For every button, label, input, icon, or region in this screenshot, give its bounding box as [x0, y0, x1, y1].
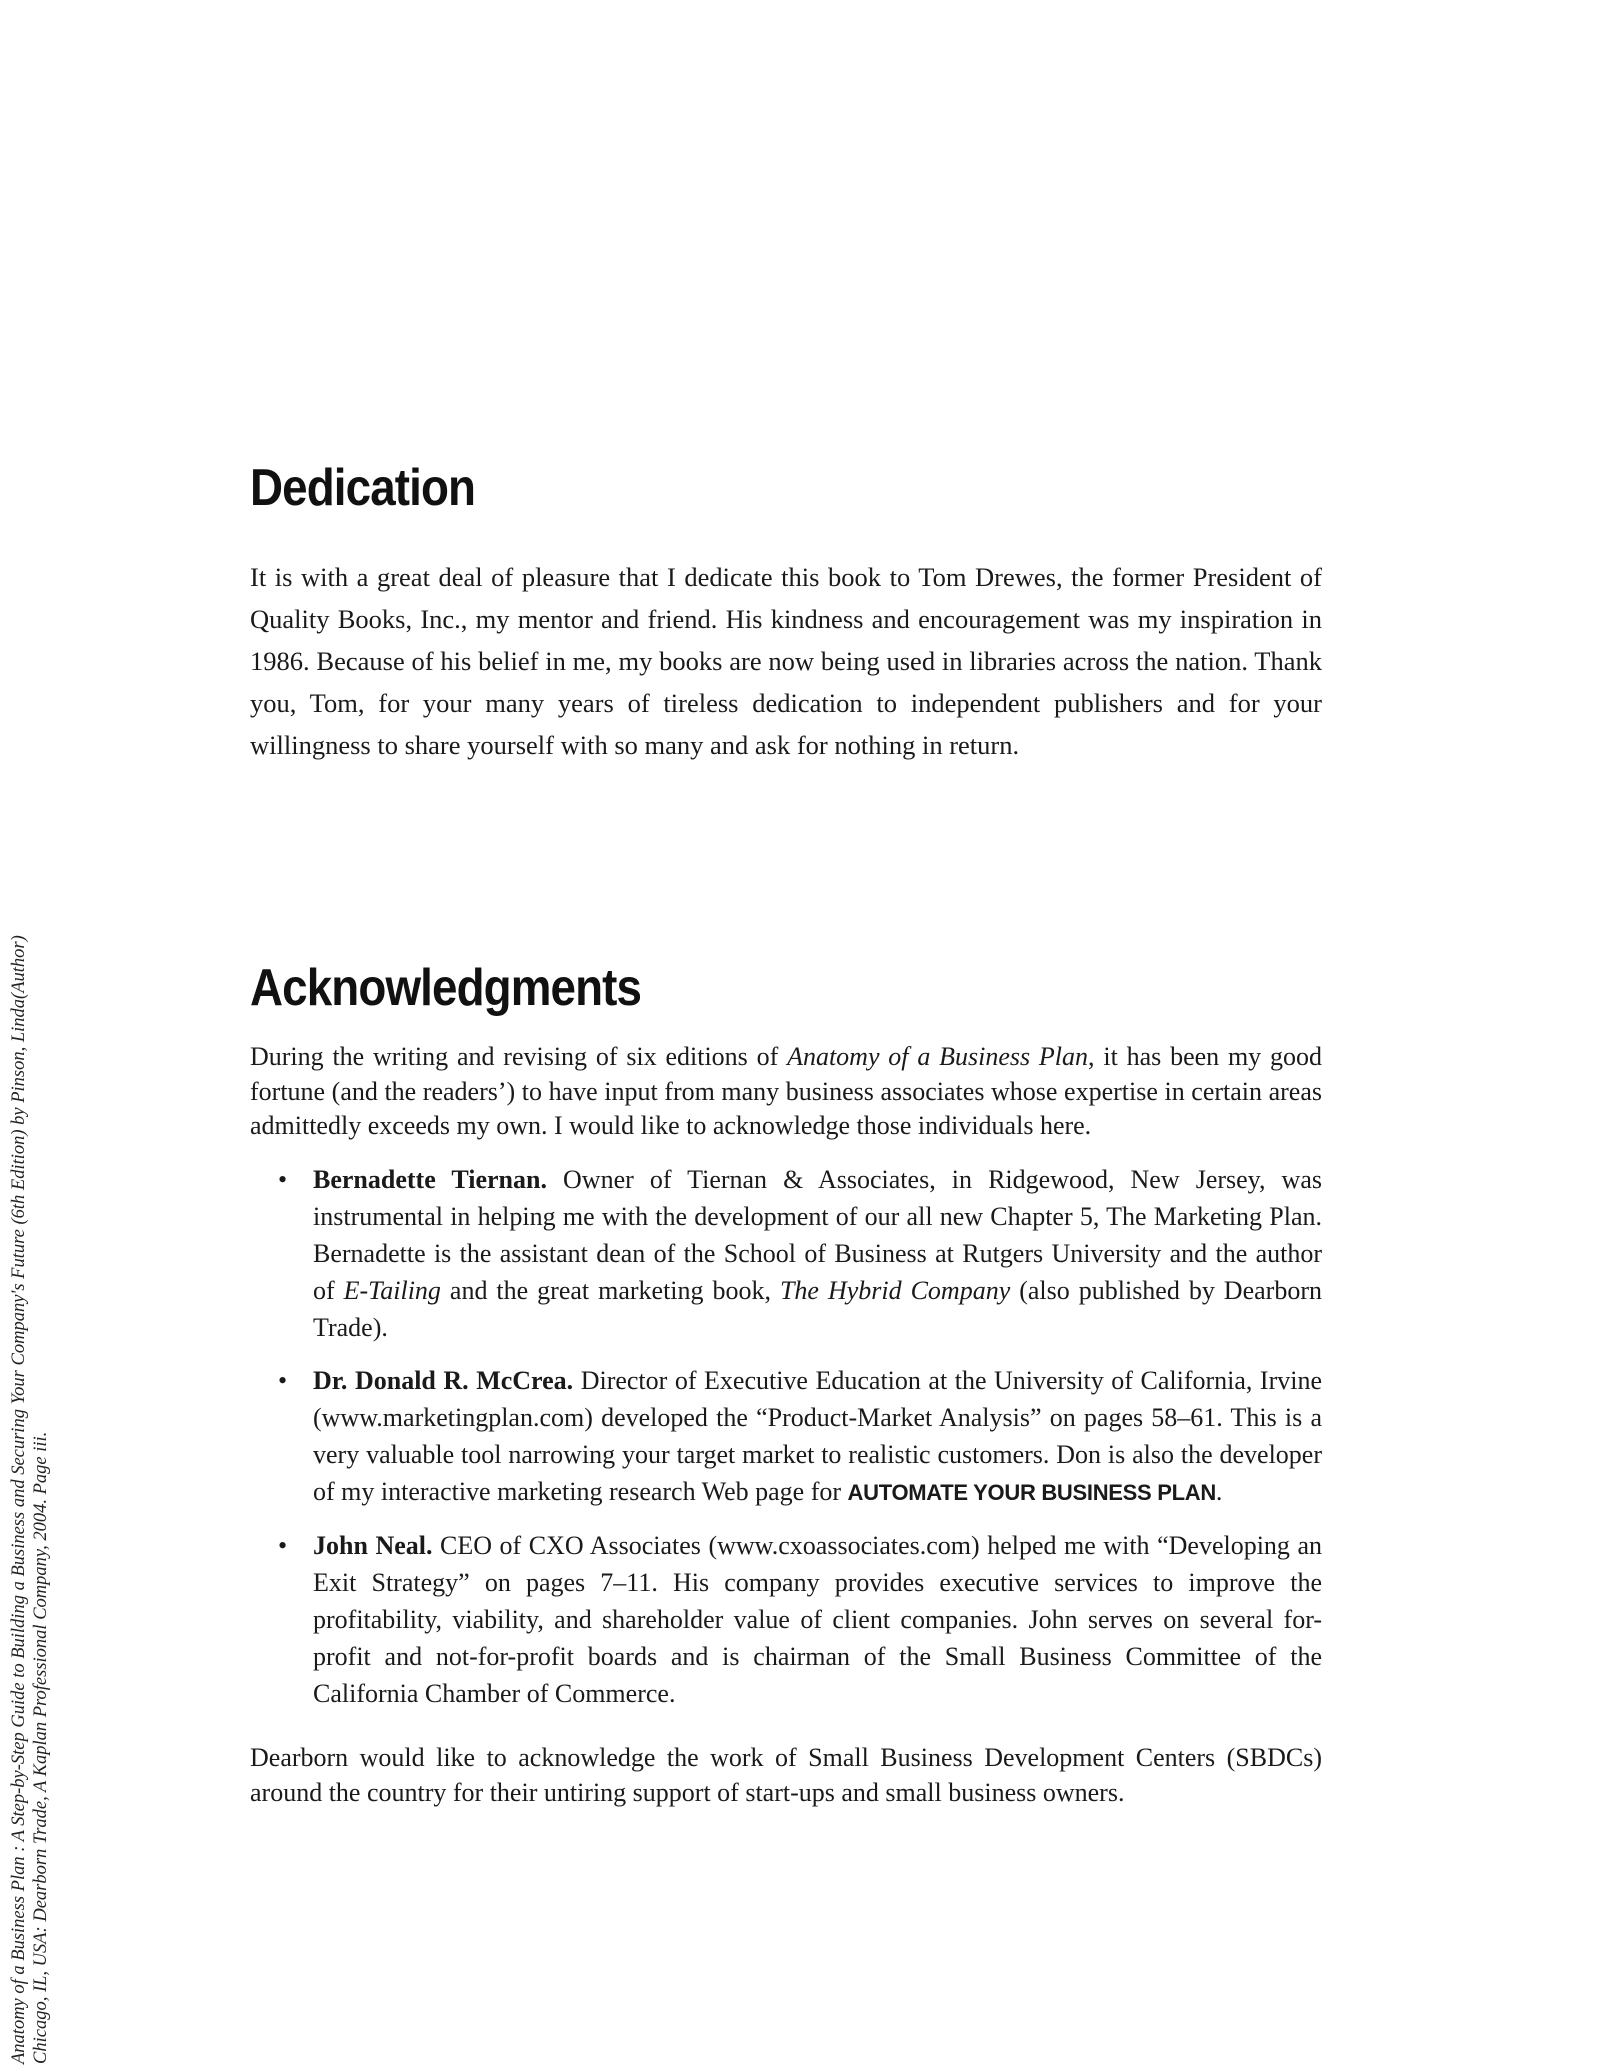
list-item	[250, 1527, 1322, 1712]
person-name: Dr. Donald R. McCrea.	[313, 1365, 574, 1395]
closing-paragraph: Dearborn would like to acknowledge the work of Small Business Development Centers (SBDCs) around the country for their untiring support of start-ups and small business owners.	[250, 1742, 1322, 1807]
book-title: Anatomy of a Business Plan	[787, 1042, 1089, 1071]
product-name: AUTOMATE YOUR BUSINESS PLAN	[847, 1479, 1216, 1505]
book-title: The Hybrid Company	[779, 1275, 1011, 1305]
citation-line-1: Anatomy of a Business Plan : A Step-by-Step Guide to Building a Business and Securing Your Company's Future (6th Edition) by Pinson, Linda(Author)	[9, 935, 29, 2064]
citation-sidebar	[0, 0, 80, 2071]
bullet-icon: •	[278, 1530, 288, 1560]
item-text: CEO of CXO Associates (www.cxoassociates.com) helped me with “Developing an Exit Strategy” on pages 7–11. His company provides executive services to improve the profitability, viability, and shareholder value of client companies. John serves on several for-profit and not-for-profit boards and is chairman of the Small Business Committee of the California Chamber of Commerce.	[313, 1530, 1322, 1708]
list-item	[250, 1362, 1322, 1511]
book-title: E-Tailing	[343, 1275, 441, 1305]
citation-line-2: Chicago, IL, USA: Dearborn Trade, A Kaplan Professional Company, 2004. Page iii.	[31, 1431, 51, 2064]
dedication-section	[250, 458, 1322, 766]
acknowledgments-intro	[250, 1040, 1322, 1144]
dedication-paragraph: It is with a great deal of pleasure that I dedicate this book to Tom Drewes, the former President of Quality Books, Inc., my mentor and friend. His kindness and encouragement was my inspiration in 1986. Because of his belief in me, my books are now being used in libraries across the nation. Thank you, Tom, for your many years of tireless dedication to independent publishers and for your willingness to share yourself with so many and ask for nothing in return.	[250, 562, 1322, 760]
bullet-icon: •	[278, 1365, 288, 1395]
person-name: John Neal.	[313, 1530, 433, 1560]
acknowledgments-list	[250, 1161, 1322, 1712]
person-name: Bernadette Tiernan.	[313, 1164, 547, 1194]
bullet-icon: •	[278, 1164, 288, 1194]
list-item	[250, 1161, 1322, 1346]
item-text: Director of Executive Education at the University of California, Irvine (www.marketingplan.com) developed the “Product-Market Analysis” on pages 58–61. This is a very valuable tool narrowing your target market to realistic customers. Don is also the developer of my interactive marketing research Web page for	[313, 1365, 1322, 1506]
intro-text-after: , it has been my good fortune (and the readers’) to have input from many business associates whose expertise in certain areas admittedly exceeds my own. I would like to acknowledge those individuals here.	[250, 1042, 1322, 1140]
item-text: Owner of Tiernan & Associates, in Ridgewood, New Jersey, was instrumental in helping me with the development of our all new Chapter 5, The Marketing Plan. Bernadette is the assistant dean of the School of Business at Rutgers University and the author of	[313, 1164, 1322, 1305]
acknowledgments-section	[250, 958, 1322, 1810]
item-text: .	[1215, 1476, 1223, 1506]
item-text: (also published by Dearborn Trade).	[313, 1275, 1322, 1342]
item-text: and the great marketing book,	[440, 1275, 780, 1305]
page-content	[250, 458, 1322, 1810]
dedication-heading: Dedication	[250, 459, 476, 517]
acknowledgments-heading: Acknowledgments	[250, 959, 642, 1017]
intro-text-before: During the writing and revising of six editions of	[250, 1042, 788, 1071]
citation-text	[8, 935, 52, 2064]
